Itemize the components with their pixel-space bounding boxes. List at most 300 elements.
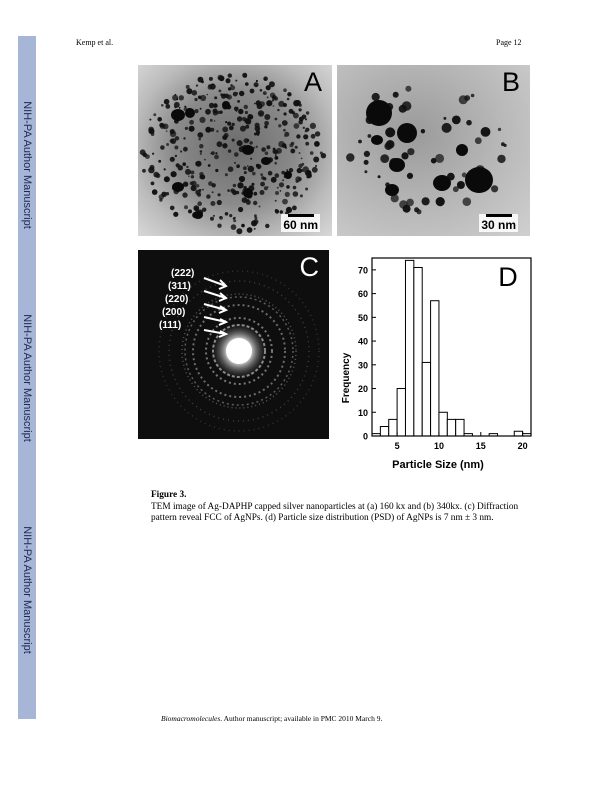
plane-label-220: (220) bbox=[165, 294, 189, 305]
nanoparticle bbox=[170, 206, 175, 211]
nanoparticle bbox=[196, 161, 202, 167]
nanoparticle bbox=[278, 124, 281, 127]
nanoparticle bbox=[191, 175, 194, 178]
nanoparticle bbox=[252, 183, 255, 186]
nanoparticle bbox=[227, 122, 231, 126]
nanoparticle bbox=[206, 194, 210, 198]
nanoparticle bbox=[431, 158, 437, 164]
nanoparticle bbox=[346, 153, 354, 161]
nanoparticle bbox=[256, 146, 258, 148]
nanoparticle bbox=[208, 84, 211, 87]
nanoparticle bbox=[149, 119, 151, 121]
nanoparticle bbox=[212, 191, 214, 193]
nanoparticle bbox=[275, 209, 279, 213]
nanoparticle bbox=[501, 142, 505, 146]
diffraction-pattern-c bbox=[138, 250, 329, 439]
nanoparticle bbox=[241, 224, 245, 228]
nanoparticle bbox=[188, 209, 192, 213]
nanoparticle bbox=[299, 108, 302, 111]
nanoparticle bbox=[277, 187, 279, 189]
nanoparticle bbox=[217, 200, 222, 205]
nanoparticle bbox=[276, 148, 282, 154]
nanoparticle bbox=[200, 153, 202, 155]
nanoparticle bbox=[306, 111, 309, 114]
nanoparticle bbox=[234, 152, 239, 157]
nanoparticle bbox=[256, 164, 260, 168]
running-header-author: Kemp et al. bbox=[76, 38, 114, 47]
nanoparticle bbox=[212, 183, 216, 187]
scale-bar-b bbox=[479, 214, 518, 232]
nanoparticle bbox=[179, 95, 184, 100]
nanoparticle bbox=[210, 201, 215, 206]
nanoparticle bbox=[142, 169, 146, 173]
nanoparticle bbox=[273, 148, 276, 151]
nanoparticle bbox=[166, 143, 169, 146]
nanoparticle bbox=[286, 207, 292, 213]
panel-letter-b: B bbox=[501, 67, 520, 97]
nanoparticle bbox=[295, 146, 298, 149]
nanoparticle bbox=[256, 130, 260, 134]
nanoparticle bbox=[166, 130, 168, 132]
nanoparticle bbox=[204, 159, 206, 161]
histogram-bar bbox=[431, 301, 439, 436]
nanoparticle bbox=[164, 176, 170, 182]
nanoparticle bbox=[364, 151, 370, 157]
nanoparticle bbox=[266, 85, 271, 90]
x-tick-label: 20 bbox=[517, 441, 528, 451]
nanoparticle bbox=[463, 197, 472, 206]
nanoparticle bbox=[497, 155, 505, 163]
nanoparticle bbox=[405, 86, 411, 92]
nanoparticle bbox=[256, 80, 258, 82]
nanoparticle bbox=[219, 111, 222, 114]
nanoparticle bbox=[228, 73, 232, 77]
nanoparticle bbox=[158, 160, 161, 163]
nanoparticle bbox=[234, 107, 239, 112]
nanoparticle bbox=[238, 207, 243, 212]
nanoparticle bbox=[403, 205, 411, 213]
nanoparticle bbox=[275, 191, 279, 195]
nanoparticle bbox=[185, 169, 191, 175]
nanoparticle bbox=[237, 140, 243, 146]
nanoparticle bbox=[228, 166, 234, 172]
nanoparticle bbox=[471, 94, 475, 98]
nanoparticle bbox=[185, 108, 195, 118]
nanoparticle bbox=[285, 192, 290, 197]
nanoparticle bbox=[491, 185, 498, 192]
nanoparticle bbox=[223, 143, 227, 147]
nanoparticle bbox=[242, 73, 247, 78]
x-tick-label: 5 bbox=[394, 441, 400, 451]
nanoparticle bbox=[237, 166, 239, 168]
nanoparticle bbox=[371, 135, 383, 145]
nanoparticle bbox=[315, 131, 320, 136]
nanoparticle bbox=[247, 165, 249, 167]
nanoparticle bbox=[175, 155, 177, 157]
nanoparticle bbox=[186, 166, 188, 168]
nanoparticle bbox=[197, 201, 202, 206]
nanoparticle bbox=[186, 85, 190, 89]
nanoparticle bbox=[239, 176, 245, 182]
nanoparticle bbox=[247, 139, 250, 142]
nanoparticle bbox=[185, 127, 188, 130]
nanoparticle bbox=[254, 103, 256, 105]
nanoparticle bbox=[245, 82, 249, 86]
nanoparticle bbox=[170, 131, 176, 137]
nanoparticle bbox=[174, 106, 176, 108]
nanoparticle bbox=[257, 103, 259, 105]
nanoparticle bbox=[263, 177, 266, 180]
histogram-bar bbox=[389, 419, 397, 436]
nanoparticle bbox=[407, 148, 414, 155]
scale-bar-a bbox=[281, 214, 320, 232]
panel-letter-a: A bbox=[303, 67, 322, 97]
nanoparticle bbox=[210, 217, 214, 221]
nanoparticle bbox=[200, 150, 203, 153]
footer-text: . Author manuscript; available in PMC 2010 March 9. bbox=[220, 714, 383, 723]
nanoparticle bbox=[267, 96, 269, 98]
nanoparticle bbox=[433, 175, 451, 191]
nanoparticle bbox=[299, 117, 304, 122]
nanoparticle bbox=[385, 184, 399, 196]
nanoparticle bbox=[364, 170, 367, 173]
nanoparticle bbox=[464, 95, 470, 101]
histogram-bar bbox=[439, 412, 447, 436]
nanoparticle bbox=[282, 199, 288, 205]
nanoparticle bbox=[407, 173, 413, 179]
tem-image-a bbox=[138, 65, 332, 236]
nanoparticle bbox=[171, 171, 177, 177]
nanoparticle bbox=[275, 118, 278, 121]
y-tick-label: 0 bbox=[362, 431, 368, 442]
histogram-bar bbox=[380, 427, 388, 436]
nanoparticle bbox=[191, 185, 197, 191]
nanoparticle bbox=[164, 99, 170, 105]
nanoparticle bbox=[161, 192, 166, 197]
nanoparticle bbox=[194, 98, 197, 101]
nanoparticle bbox=[205, 109, 211, 115]
nanoparticle bbox=[233, 217, 235, 219]
nanoparticle bbox=[260, 182, 265, 187]
nanoparticle bbox=[214, 120, 216, 122]
plane-label-311: (311) bbox=[168, 281, 191, 292]
nanoparticle bbox=[321, 153, 326, 158]
x-axis-label: Particle Size (nm) bbox=[392, 459, 484, 471]
nanoparticle bbox=[199, 117, 205, 123]
nanoparticle bbox=[244, 105, 248, 109]
nanoparticle bbox=[453, 186, 459, 192]
nanoparticle bbox=[219, 90, 222, 93]
nanoparticle bbox=[275, 156, 279, 160]
nanoparticle bbox=[239, 91, 244, 96]
scale-label-a: 60 nm bbox=[283, 218, 318, 232]
nanoparticle bbox=[256, 85, 258, 87]
nanoparticle bbox=[305, 188, 308, 191]
nanoparticle bbox=[200, 175, 205, 180]
nanoparticle bbox=[173, 212, 178, 217]
nanoparticle bbox=[219, 216, 221, 218]
nanoparticle bbox=[210, 119, 213, 122]
y-tick-label: 70 bbox=[357, 265, 368, 276]
nanoparticle bbox=[421, 129, 425, 133]
nanoparticle bbox=[243, 166, 247, 170]
nanoparticle bbox=[442, 123, 452, 133]
histogram-bar bbox=[422, 362, 430, 436]
nanoparticle bbox=[189, 126, 195, 132]
nanoparticle bbox=[234, 162, 236, 164]
nanoparticle bbox=[414, 207, 419, 212]
nanoparticle bbox=[272, 95, 277, 100]
nanoparticle bbox=[290, 149, 295, 154]
nanoparticle bbox=[301, 158, 303, 160]
nanoparticle bbox=[184, 205, 188, 209]
nanoparticle bbox=[260, 89, 263, 92]
scale-label-b: 30 nm bbox=[481, 218, 516, 232]
nanoparticle bbox=[358, 140, 362, 144]
nanoparticle bbox=[237, 182, 243, 188]
nanoparticle bbox=[273, 105, 275, 107]
nanoparticle bbox=[172, 182, 184, 192]
nanoparticle bbox=[253, 192, 257, 196]
nanoparticle bbox=[498, 128, 501, 131]
nanoparticle bbox=[221, 94, 226, 99]
nanoparticle bbox=[196, 184, 199, 187]
nanoparticle bbox=[296, 134, 300, 138]
nanoparticle bbox=[200, 108, 202, 110]
nanoparticle bbox=[254, 214, 257, 217]
nanoparticle bbox=[284, 113, 286, 115]
nanoparticle bbox=[231, 224, 237, 230]
nanoparticle bbox=[176, 98, 178, 100]
nanoparticle bbox=[303, 134, 308, 139]
nanoparticle bbox=[183, 147, 188, 152]
nanoparticle bbox=[164, 168, 166, 170]
nanoparticle bbox=[225, 173, 228, 176]
nanoparticle bbox=[310, 123, 316, 129]
nanoparticle bbox=[311, 134, 316, 139]
y-tick-label: 30 bbox=[357, 360, 368, 371]
nanoparticle bbox=[292, 206, 297, 211]
nanoparticle bbox=[238, 109, 243, 114]
nanoparticle bbox=[315, 165, 317, 167]
y-tick-label: 40 bbox=[357, 336, 368, 347]
nanoparticle bbox=[279, 182, 284, 187]
sidebar-label: NIH-PA Author Manuscript bbox=[21, 314, 33, 442]
y-tick-label: 20 bbox=[357, 384, 368, 395]
caption-text: TEM image of Ag-DAPHP capped silver nanoparticles at (a) 160 kx and (b) 340kx. (c) Diffraction pattern reveal FCC of AgNPs. (d) Particle size distribution (PSD) of AgNPs is 7 nm ± 3 nm. bbox=[151, 501, 519, 523]
nanoparticle bbox=[215, 169, 218, 172]
nanoparticle bbox=[436, 197, 445, 206]
nanoparticle bbox=[286, 169, 288, 171]
nanoparticle bbox=[165, 104, 170, 109]
nanoparticle bbox=[196, 84, 198, 86]
nanoparticle bbox=[189, 120, 194, 125]
nanoparticle bbox=[161, 104, 164, 107]
nanoparticle bbox=[259, 206, 261, 208]
histogram-bar bbox=[447, 419, 455, 436]
nanoparticle bbox=[194, 109, 198, 113]
nanoparticle bbox=[310, 151, 314, 155]
nanoparticle bbox=[188, 175, 190, 177]
nanoparticle bbox=[148, 167, 154, 173]
nanoparticle bbox=[275, 173, 280, 178]
nanoparticle bbox=[305, 142, 309, 146]
nanoparticle bbox=[294, 123, 300, 129]
nanoparticle bbox=[282, 120, 288, 126]
nanoparticle bbox=[300, 194, 303, 197]
nanoparticle bbox=[372, 93, 380, 101]
nanoparticle bbox=[265, 151, 269, 155]
nanoparticle bbox=[194, 207, 198, 211]
nanoparticle bbox=[298, 164, 302, 168]
nanoparticle bbox=[153, 113, 156, 116]
nanoparticle bbox=[222, 101, 230, 109]
nanoparticle bbox=[232, 139, 235, 142]
nanoparticle bbox=[435, 154, 444, 163]
histogram-bar bbox=[456, 419, 464, 436]
nanoparticle bbox=[260, 190, 265, 195]
nanoparticle bbox=[222, 127, 228, 133]
nanoparticle bbox=[271, 177, 277, 183]
nanoparticle bbox=[233, 184, 236, 187]
x-tick-label: 10 bbox=[433, 441, 444, 451]
nanoparticle bbox=[235, 80, 237, 82]
nanoparticle bbox=[481, 127, 491, 137]
nanoparticle-dots bbox=[138, 65, 332, 236]
nanoparticle bbox=[299, 104, 302, 107]
nanoparticle bbox=[380, 154, 389, 163]
nanoparticle bbox=[178, 165, 183, 170]
nanoparticle bbox=[184, 106, 186, 108]
nanoparticle bbox=[179, 107, 181, 109]
nanoparticle bbox=[385, 127, 395, 137]
nanoparticle bbox=[160, 145, 165, 150]
nanoparticle bbox=[249, 141, 252, 144]
nanoparticle bbox=[151, 182, 155, 186]
nanoparticle bbox=[215, 152, 217, 154]
figure-caption bbox=[151, 490, 531, 525]
nanoparticle bbox=[213, 215, 215, 217]
nanoparticle bbox=[466, 120, 472, 126]
nanoparticle bbox=[222, 135, 227, 140]
nanoparticle bbox=[216, 130, 218, 132]
nanoparticle bbox=[253, 201, 257, 205]
nanoparticle bbox=[258, 110, 264, 116]
nanoparticle bbox=[282, 179, 284, 181]
nanoparticle bbox=[299, 152, 301, 154]
nanoparticle bbox=[240, 126, 246, 132]
nanoparticle bbox=[198, 96, 202, 100]
nanoparticle bbox=[277, 109, 279, 111]
nanoparticle bbox=[293, 186, 297, 190]
nanoparticle bbox=[246, 200, 251, 205]
x-tick-label: 15 bbox=[475, 441, 486, 451]
nanoparticle bbox=[226, 78, 231, 83]
nanoparticle bbox=[174, 146, 178, 150]
nanoparticle bbox=[366, 100, 392, 126]
nanoparticle bbox=[212, 84, 214, 86]
nanoparticle bbox=[190, 171, 194, 175]
sidebar-label: NIH-PA Author Manuscript bbox=[21, 526, 33, 654]
nanoparticle bbox=[260, 173, 263, 176]
page-number: Page 12 bbox=[496, 38, 522, 47]
nanoparticle bbox=[245, 125, 249, 129]
nanoparticle bbox=[182, 162, 186, 166]
nanoparticle bbox=[312, 167, 318, 173]
nanoparticle bbox=[202, 189, 204, 191]
nanoparticle bbox=[264, 114, 270, 120]
nanoparticle bbox=[248, 114, 253, 119]
nanoparticle bbox=[152, 153, 154, 155]
nanoparticle bbox=[368, 134, 372, 138]
nanoparticle bbox=[247, 227, 253, 233]
nanoparticle bbox=[401, 152, 408, 159]
nanoparticle bbox=[197, 132, 203, 138]
nanoparticle bbox=[232, 123, 235, 126]
nanoparticle bbox=[225, 212, 229, 216]
nanoparticle bbox=[456, 144, 468, 156]
nanoparticle bbox=[159, 198, 162, 201]
nanoparticle bbox=[255, 123, 260, 128]
nanoparticle bbox=[201, 80, 204, 83]
nanoparticle bbox=[393, 92, 399, 98]
nanoparticle bbox=[245, 111, 248, 114]
nanoparticle bbox=[287, 98, 290, 101]
nanoparticle bbox=[275, 154, 277, 156]
nanoparticle bbox=[214, 155, 219, 160]
nanoparticle bbox=[284, 171, 292, 179]
nanoparticle bbox=[261, 157, 271, 165]
nanoparticle bbox=[263, 76, 268, 81]
nanoparticle bbox=[364, 160, 369, 165]
nanoparticle bbox=[228, 149, 231, 152]
nanoparticle bbox=[218, 193, 221, 196]
nanoparticle bbox=[422, 197, 430, 205]
nanoparticle bbox=[267, 186, 269, 188]
nanoparticle bbox=[227, 189, 230, 192]
nanoparticle bbox=[243, 188, 253, 198]
nanoparticle bbox=[209, 77, 213, 81]
y-axis-label: Frequency bbox=[341, 352, 352, 404]
nanoparticle bbox=[208, 164, 211, 167]
histogram-bar bbox=[414, 267, 422, 436]
nanoparticle bbox=[293, 191, 299, 197]
nanoparticle bbox=[282, 143, 287, 148]
nanoparticle bbox=[465, 167, 493, 193]
nanoparticle bbox=[283, 88, 287, 92]
nanoparticle bbox=[386, 140, 395, 149]
y-tick-label: 50 bbox=[357, 312, 368, 323]
nanoparticle bbox=[237, 116, 242, 121]
nanoparticle bbox=[229, 126, 234, 131]
nanoparticle bbox=[193, 211, 203, 219]
y-tick-label: 10 bbox=[357, 407, 368, 418]
nanoparticle bbox=[265, 224, 269, 228]
panel-letter-d: D bbox=[498, 262, 518, 292]
nanoparticle bbox=[217, 141, 223, 147]
histogram-svg bbox=[338, 250, 538, 474]
panel-letter-c: C bbox=[299, 252, 319, 282]
histogram-bar bbox=[514, 431, 522, 436]
figure-label: Figure 3. bbox=[151, 490, 187, 500]
nanoparticle bbox=[214, 96, 217, 99]
nanoparticle bbox=[182, 192, 187, 197]
nanoparticle bbox=[263, 91, 267, 95]
nanoparticle bbox=[230, 84, 232, 86]
nanoparticle bbox=[259, 101, 265, 107]
nanoparticle bbox=[313, 157, 319, 163]
nanoparticle bbox=[268, 171, 273, 176]
